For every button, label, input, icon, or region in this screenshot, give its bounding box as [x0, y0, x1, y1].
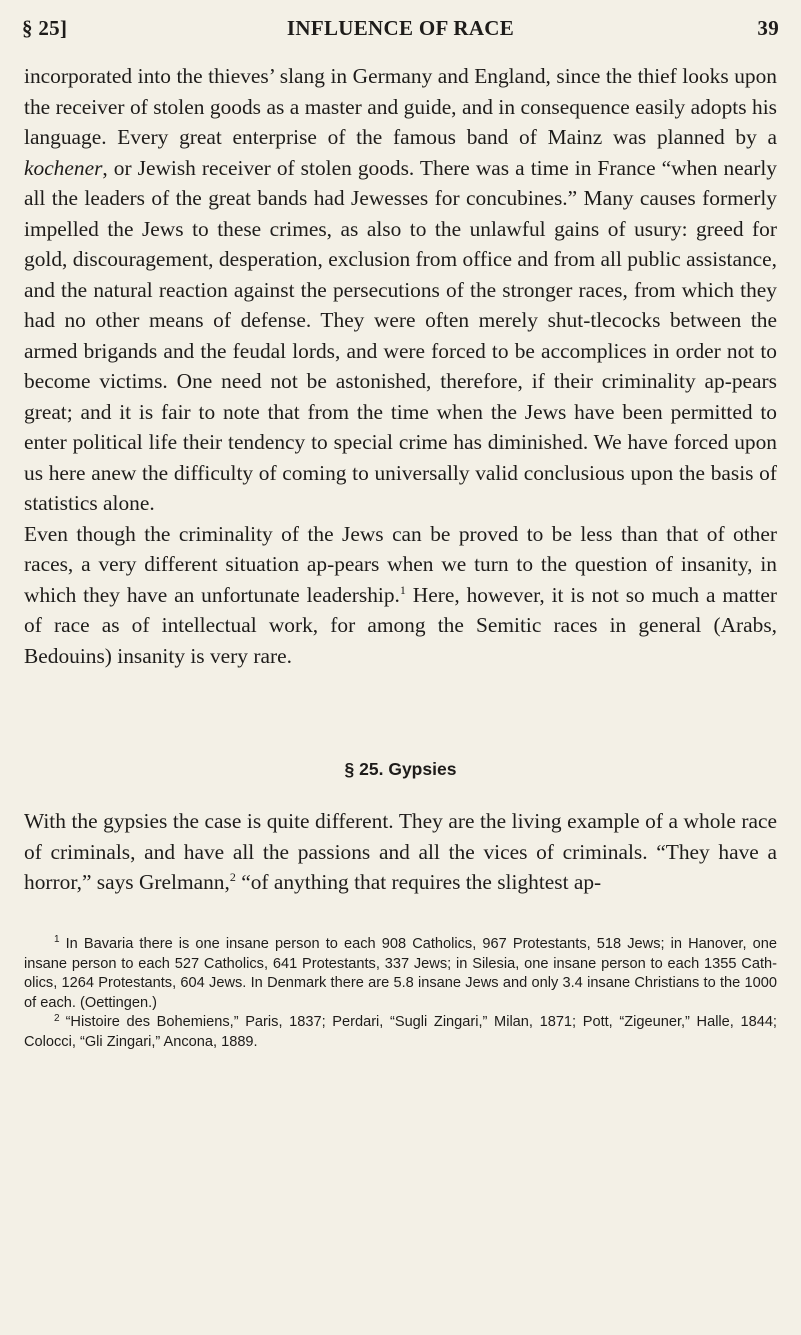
footnote-ref-2: 2: [229, 869, 236, 884]
paragraph-3-part-1: With the gypsies the case is quite different. They are the living example of a whole race of criminals, and have all the passions and all the vices of criminals. “They have a horror,” says Grelmann,: [24, 809, 777, 894]
paragraph-3: [24, 806, 777, 898]
paragraph-1-part-2: , or Jewish receiver of stolen goods. There was a time in France “when nearly all the leaders of the great bands had Jewesses for concubines.” Many causes formerly impelled the Jews to these crimes, as also to the unlawful gains of usury: greed for gold, discouragement, desperation, exclusion from office and from all public assistance, and the natural reaction against the persecutions of the stronger races, from which they had no other means of defense. They were often merely shut-tlecocks between the armed brigands and the feudal lords, and were forced to be accomplices in order not to become victims. One need not be astonished, therefore, if their criminality ap-pears great; and it is fair to note that from the time when the Jews have been permitted to enter political life their tendency to special crime has diminished. We have forced upon us here anew the difficulty of coming to universally valid conclusious upon the basis of statistics alone.: [24, 155, 777, 515]
italic-term-kochener: kochener: [24, 155, 103, 180]
paragraph-1-part-1: incorporated into the thieves’ slang in Germany and England, since the thief looks upon the receiver of stolen goods as a master and guide, and in consequence easily adopts his language. Every great enterprise of the famous band of Mainz was planned by a: [24, 64, 777, 149]
footnote-1-mark: 1: [54, 934, 60, 946]
page-number: 39: [757, 16, 779, 40]
footnote-ref-1: 1: [399, 582, 406, 597]
section-text: [24, 806, 777, 898]
paragraph-3-part-2: “of anything that requires the slightest ap-: [235, 870, 602, 894]
header-title: INFLUENCE OF RACE: [286, 16, 515, 40]
paragraph-1: [24, 61, 777, 519]
paragraph-2: [24, 519, 777, 672]
section-heading: § 25. Gypsies: [344, 759, 457, 779]
footnote-2: [24, 1013, 777, 1052]
footnote-2-text: “Histoire des Bohemiens,” Paris, 1837; Perdari, “Sugli Zingari,” Milan, 1871; Pott, “Zigeuner,” Halle, 1844; Colocci, “Gli Zingari,” Ancona, 1889.: [24, 1014, 777, 1050]
footnote-1: [24, 935, 777, 1013]
header-section: § 25]: [22, 16, 68, 40]
paragraph-2-part-2: Here, however, it is not so much a matter of race as of intellectual work, for among the Semitic races in general (Arabs, Bedouins) insanity is very rare.: [24, 582, 777, 668]
footnote-2-mark: 2: [54, 1012, 60, 1024]
footnotes: [24, 935, 777, 1053]
footnote-1-text: In Bavaria there is one insane person to each 908 Catholics, 967 Protestants, 518 Jews; in Hanover, one insane person to each 527 Catholics, 641 Protestants, 337 Jews; in Silesia, one insane person to each 1355 Cath-olics, 1264 Protestants, 604 Jews. In Denmark there are 5.8 insane Jews and only 3.4 insane Christians to the 1000 of each. (Oettingen.): [24, 936, 777, 1011]
main-text: [24, 61, 777, 671]
running-header: [22, 16, 779, 46]
paragraph-2-part-1: Even though the criminality of the Jews can be proved to be less than that of other races, a very different situation ap-pears when we turn to the question of insanity, in which they have an unfortunate leadership.: [24, 521, 777, 607]
